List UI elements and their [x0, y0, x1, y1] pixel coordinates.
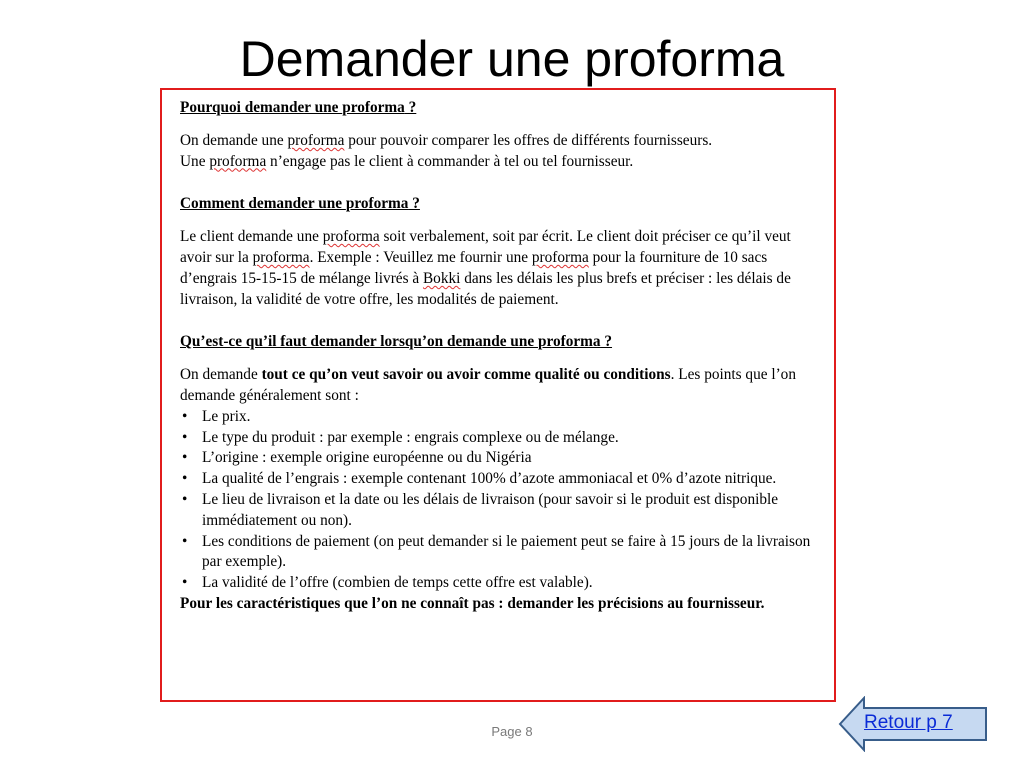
section-heading-why: Pourquoi demander une proforma ?: [180, 99, 417, 116]
section-heading-what: Qu’est-ce qu’il faut demander lorsqu’on demande une proforma ?: [180, 333, 613, 351]
back-to-page-7-button[interactable]: [838, 696, 988, 752]
list-item: • La qualité de l’engrais : exemple contenant 100% d’azote ammoniacal et 0% d’azote nitrique.: [180, 469, 816, 490]
document-image: [160, 88, 836, 702]
section-paragraph-why: On demande une proforma pour pouvoir comparer les offres de différents fournisseurs. Une proforma n’engage pas le client à commander à tel ou tel fournisseur.: [180, 131, 713, 170]
page-number: Page 8: [491, 724, 533, 739]
list-item: • La validité de l’offre (combien de temps cette offre est valable).: [180, 573, 816, 594]
list-item: • Le lieu de livraison et la date ou les délais de livraison (pour savoir si le produit est disponible immédiatement ou non).: [180, 490, 816, 532]
section-intro-what: On demande tout ce qu’on veut savoir ou avoir comme qualité ou conditions. Les points que l’on demande généralement sont :: [180, 366, 796, 404]
list-item: • Le type du produit : par exemple : engrais complexe ou de mélange.: [180, 428, 816, 449]
list-item: • Les conditions de paiement (on peut demander si le paiement peut se faire à 15 jours de la livraison par exemple).: [180, 532, 816, 574]
list-item: • L’origine : exemple origine européenne ou du Nigéria: [180, 448, 816, 469]
back-link-label[interactable]: Retour p 7: [864, 712, 953, 733]
slide-title: Demander une proforma: [239, 31, 785, 87]
conclusion-text: Pour les caractéristiques que l’on ne connaît pas : demander les précisions au fournisseur.: [180, 594, 765, 612]
section-paragraph-how: Le client demande une proforma soit verbalement, soit par écrit. Le client doit préciser ce qu’il veut avoir sur la proforma. Exemple : Veuillez me fournir une proforma pour la fourniture de 10 sacs d’engrais 15-15-15 de mélange livrés à Bokki dans les délais les plus brefs et préciser : les délais de livraison, la validité de votre offre, les modalités de paiement.: [180, 228, 791, 308]
section-heading-how: Comment demander une proforma ?: [180, 195, 420, 213]
requirements-list: [180, 407, 816, 594]
list-item: • Le prix.: [180, 407, 816, 428]
